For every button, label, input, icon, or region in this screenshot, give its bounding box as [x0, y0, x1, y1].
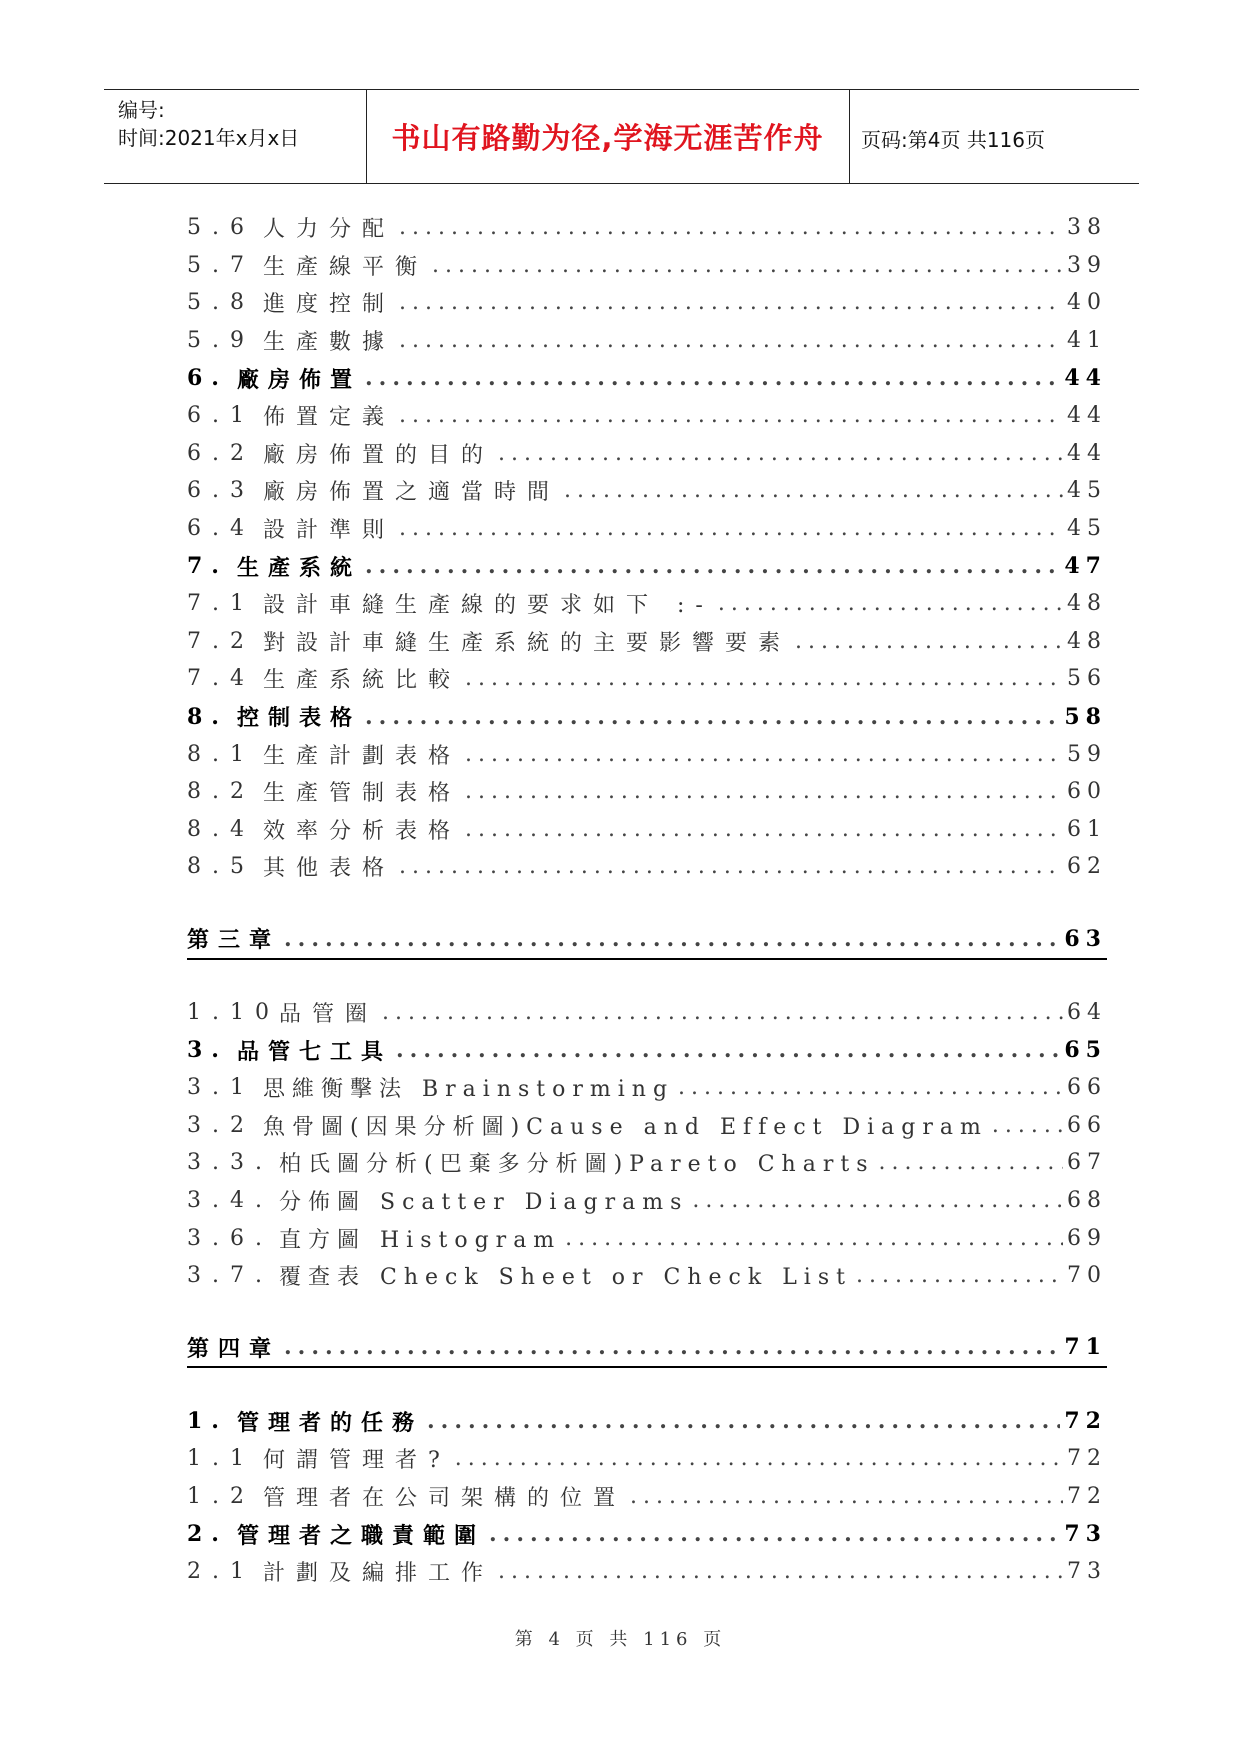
toc-entry-page: 48	[1067, 591, 1107, 617]
header-page-label: 页码:第4页 共116页	[861, 128, 1045, 152]
toc-entry[interactable]	[187, 773, 1107, 811]
toc-leader	[365, 553, 1060, 579]
toc-leader	[565, 1226, 1063, 1251]
toc-entry[interactable]	[187, 1106, 1107, 1144]
toc-entry-title: 何謂管理者?	[263, 1448, 451, 1474]
toc-entry-page: 45	[1067, 516, 1107, 542]
toc-entry-title: 設計準則	[263, 518, 396, 544]
toc-group-chapter4	[187, 1402, 1107, 1590]
toc-leader	[396, 1037, 1060, 1063]
toc-entry-page: 44	[1067, 403, 1107, 429]
toc-group-chapter3	[187, 994, 1107, 1295]
toc-entry[interactable]	[187, 811, 1107, 849]
toc-entry[interactable]	[187, 1257, 1107, 1295]
toc-entry-title: 廠房佈置的目的	[263, 442, 495, 468]
header-motto-cell	[366, 90, 850, 183]
toc-chapter-3[interactable]	[187, 920, 1107, 960]
toc-entry[interactable]	[187, 1182, 1107, 1220]
toc-chapter-title: 第四章	[187, 1335, 281, 1362]
toc-entry[interactable]	[187, 1069, 1107, 1107]
toc-leader	[399, 328, 1063, 353]
toc-entry-page: 73	[1064, 1521, 1107, 1548]
toc-entry-number: 1.10	[187, 999, 280, 1025]
toc-entry-page: 69	[1067, 1225, 1107, 1251]
toc-entry-page: 72	[1067, 1446, 1107, 1472]
toc-entry-page: 72	[1064, 1408, 1107, 1435]
toc-entry-page: 44	[1067, 440, 1107, 466]
toc-entry[interactable]	[187, 848, 1107, 886]
toc-entry[interactable]	[187, 735, 1107, 773]
toc-entry-title: 生產系統比較	[263, 668, 462, 694]
toc-entry-title: 管理者在公司架構的位置	[263, 1485, 627, 1511]
toc-entry-number: 3.3.	[187, 1150, 273, 1176]
toc-entry[interactable]	[187, 435, 1107, 473]
toc-entry-number: 8.	[187, 703, 228, 730]
toc-entry[interactable]	[187, 1440, 1107, 1478]
toc-entry-title: 生產系統	[237, 554, 362, 581]
toc-entry-number: 3.1	[187, 1075, 255, 1101]
toc-leader	[382, 1000, 1063, 1025]
toc-leader	[718, 591, 1063, 616]
toc-entry-number: 5.6	[187, 215, 255, 241]
toc-entry-title: 分佈圖 Scatter Diagrams	[279, 1189, 689, 1215]
toc-entry-page: 64	[1067, 999, 1107, 1025]
toc-entry-page: 58	[1064, 703, 1107, 730]
toc-entry-number: 5.7	[187, 252, 255, 278]
toc-entry-page: 44	[1064, 365, 1107, 392]
toc-entry-title: 管理者之職責範圍	[237, 1522, 486, 1549]
toc-entry[interactable]	[187, 284, 1107, 322]
toc-entry-title: 生產計劃表格	[263, 743, 462, 769]
toc-entry-page: 39	[1067, 252, 1107, 278]
toc-entry-page: 72	[1067, 1483, 1107, 1509]
table-of-contents	[187, 209, 1107, 1590]
toc-entry[interactable]	[187, 397, 1107, 435]
toc-entry[interactable]	[187, 1219, 1107, 1257]
toc-entry-number: 6.2	[187, 440, 255, 466]
toc-entry-title: 柏氏圖分析(巴棄多分析圖)Pareto Charts	[279, 1152, 875, 1178]
toc-entry-number: 8.5	[187, 854, 255, 880]
toc-entry-number: 6.1	[187, 403, 255, 429]
toc-entry-page: 48	[1067, 628, 1107, 654]
toc-leader	[795, 629, 1063, 654]
toc-entry-number: 2.1	[187, 1559, 255, 1585]
toc-entry[interactable]	[187, 209, 1107, 247]
toc-entry-title: 思維衡擊法 Brainstorming	[263, 1077, 675, 1103]
toc-leader	[432, 253, 1063, 278]
toc-leader	[465, 742, 1063, 767]
toc-entry[interactable]	[187, 698, 1107, 736]
toc-entry-number: 3.7.	[187, 1263, 273, 1289]
toc-chapter-title: 第三章	[187, 927, 281, 954]
toc-entry-page: 47	[1064, 553, 1107, 580]
toc-leader	[399, 215, 1063, 240]
toc-entry-title: 計劃及編排工作	[263, 1561, 495, 1587]
toc-entry-number: 1.1	[187, 1446, 255, 1472]
toc-entry-title: 廠房佈置	[237, 366, 362, 393]
toc-leader	[284, 1334, 1060, 1360]
toc-entry-title: 管理者的任務	[237, 1409, 424, 1436]
toc-entry-page: 61	[1067, 816, 1107, 842]
toc-entry[interactable]	[187, 1402, 1107, 1440]
toc-chapter-page: 71	[1064, 1334, 1107, 1361]
toc-entry[interactable]	[187, 585, 1107, 623]
toc-entry-title: 魚骨圖(因果分析圖)Cause and Effect Diagram	[263, 1114, 988, 1140]
toc-entry[interactable]	[187, 472, 1107, 510]
doc-time-label: 时间:2021年x月x日	[118, 126, 300, 150]
toc-entry[interactable]	[187, 359, 1107, 397]
toc-entry-title: 控制表格	[237, 705, 362, 732]
toc-entry-title: 佈置定義	[263, 405, 396, 431]
toc-leader	[992, 1113, 1063, 1138]
toc-entry[interactable]	[187, 623, 1107, 661]
toc-entry-page: 66	[1067, 1112, 1107, 1138]
toc-entry-page: 68	[1067, 1187, 1107, 1213]
toc-entry[interactable]	[187, 994, 1107, 1032]
toc-entry-title: 設計車縫生產線的要求如下 :-	[263, 593, 714, 619]
toc-entry-page: 70	[1067, 1263, 1107, 1289]
toc-entry-number: 6.3	[187, 478, 255, 504]
toc-entry-number: 1.2	[187, 1483, 255, 1509]
toc-entry-title: 效率分析表格	[263, 818, 462, 844]
toc-entry-page: 40	[1067, 290, 1107, 316]
toc-leader	[365, 365, 1060, 391]
toc-entry-page: 60	[1067, 779, 1107, 805]
toc-entry[interactable]	[187, 1553, 1107, 1591]
toc-entry[interactable]	[187, 1515, 1107, 1553]
toc-entry-number: 7.1	[187, 591, 255, 617]
toc-entry-number: 3.6.	[187, 1225, 273, 1251]
toc-entry-number: 5.8	[187, 290, 255, 316]
toc-leader	[365, 704, 1060, 730]
toc-leader	[427, 1408, 1060, 1434]
toc-entry-title: 人力分配	[263, 217, 396, 243]
toc-entry-number: 8.2	[187, 779, 255, 805]
toc-leader	[498, 1559, 1063, 1584]
toc-leader	[498, 441, 1063, 466]
toc-chapter-page: 63	[1064, 925, 1107, 952]
toc-entry-page: 73	[1067, 1559, 1107, 1585]
toc-entry-page: 67	[1067, 1150, 1107, 1176]
toc-leader	[465, 779, 1063, 804]
toc-entry-number: 6.	[187, 365, 228, 392]
toc-leader	[399, 290, 1063, 315]
toc-entry[interactable]	[187, 660, 1107, 698]
toc-entry-number: 5.9	[187, 328, 255, 354]
toc-entry-number: 7.	[187, 553, 228, 580]
toc-entry-title: 其他表格	[263, 856, 396, 882]
toc-leader	[399, 516, 1063, 541]
page-footer: 第 4 页 共 116 页	[514, 1629, 727, 1650]
toc-entry-page: 45	[1067, 478, 1107, 504]
toc-entry-number: 3.	[187, 1037, 228, 1064]
toc-entry-page: 66	[1067, 1075, 1107, 1101]
toc-entry-page: 65	[1064, 1037, 1107, 1064]
toc-entry[interactable]	[187, 1144, 1107, 1182]
toc-leader	[678, 1075, 1063, 1100]
toc-leader	[630, 1484, 1063, 1509]
toc-entry-number: 8.1	[187, 741, 255, 767]
toc-leader	[465, 817, 1063, 842]
toc-entry-title: 生產管制表格	[263, 781, 462, 807]
header-motto: 书山有路勤为径,学海无涯苦作舟	[391, 121, 824, 155]
toc-leader	[692, 1188, 1063, 1213]
toc-leader	[284, 926, 1060, 952]
toc-entry[interactable]	[187, 1031, 1107, 1069]
toc-entry-title: 覆查表 Check Sheet or Check List	[279, 1265, 852, 1291]
toc-entry[interactable]	[187, 510, 1107, 548]
toc-entry-title: 直方圖 Histogram	[279, 1227, 562, 1253]
toc-entry-page: 41	[1067, 328, 1107, 354]
toc-leader	[455, 1446, 1063, 1471]
toc-entry-title: 品管七工具	[237, 1038, 393, 1065]
toc-entry-title: 對設計車縫生產系統的主要影響要素	[263, 630, 792, 656]
toc-leader	[489, 1521, 1060, 1547]
toc-entry-number: 1.	[187, 1408, 228, 1435]
toc-entry[interactable]	[187, 322, 1107, 360]
toc-chapter-4[interactable]	[187, 1328, 1107, 1368]
page-header	[104, 89, 1139, 184]
toc-leader	[878, 1150, 1063, 1175]
toc-group-chapter2	[187, 209, 1107, 886]
toc-entry-title: 廠房佈置之適當時間	[263, 480, 561, 506]
toc-entry-page: 62	[1067, 854, 1107, 880]
toc-entry-number: 8.4	[187, 816, 255, 842]
toc-entry[interactable]	[187, 247, 1107, 285]
toc-entry[interactable]	[187, 1478, 1107, 1516]
toc-entry-number: 7.2	[187, 628, 255, 654]
toc-entry-page: 56	[1067, 666, 1107, 692]
toc-entry-title: 進度控制	[263, 292, 396, 318]
toc-entry-page: 38	[1067, 215, 1107, 241]
toc-entry-number: 2.	[187, 1521, 228, 1548]
header-page-cell	[849, 90, 1139, 183]
toc-leader	[856, 1263, 1063, 1288]
toc-leader	[399, 403, 1063, 428]
toc-entry-page: 59	[1067, 741, 1107, 767]
toc-entry-title: 品管圈	[279, 1001, 379, 1027]
toc-leader	[399, 854, 1063, 879]
doc-code-label: 编号:	[118, 98, 165, 122]
toc-entry-title: 生產線平衡	[263, 254, 429, 280]
toc-entry-number: 7.4	[187, 666, 255, 692]
header-info-cell	[104, 90, 367, 183]
toc-entry-number: 6.4	[187, 516, 255, 542]
toc-entry-number: 3.2	[187, 1112, 255, 1138]
toc-leader	[465, 666, 1063, 691]
toc-leader	[564, 478, 1063, 503]
toc-entry-title: 生產數據	[263, 330, 396, 356]
toc-entry[interactable]	[187, 547, 1107, 585]
toc-entry-number: 3.4.	[187, 1187, 273, 1213]
